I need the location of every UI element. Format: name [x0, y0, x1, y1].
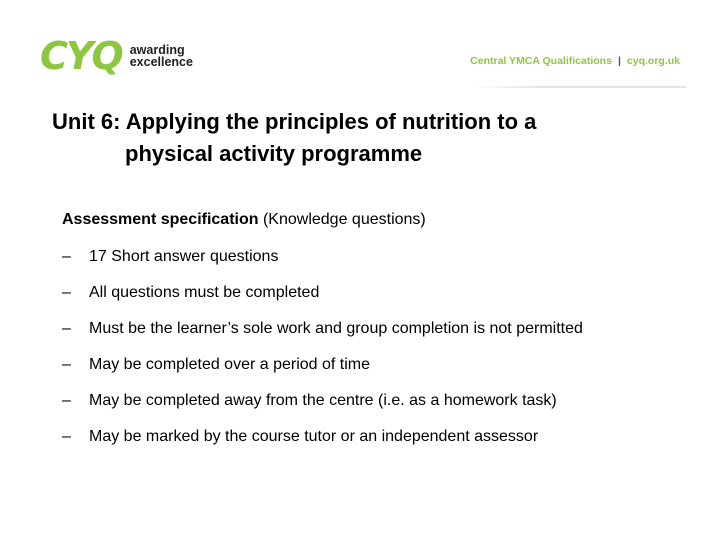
header [0, 0, 720, 92]
list-item [62, 318, 702, 354]
spec-bold-label: Assessment specification [62, 211, 259, 228]
page-title [52, 106, 652, 170]
spec-detail: (Knowledge questions) [258, 211, 426, 228]
org-url: cyq.org.uk [626, 55, 680, 67]
requirements-list [62, 246, 702, 462]
org-separator: | [617, 55, 621, 67]
dash-bullet: – [62, 248, 71, 265]
logo-tagline-line2: excellence [129, 55, 193, 69]
list-item-text: May be completed over a period of time [89, 356, 371, 373]
organisation-label [470, 55, 680, 67]
dash-bullet: – [62, 356, 71, 373]
logo-mark: CYQ [40, 34, 122, 78]
dash-bullet: – [62, 320, 71, 337]
assessment-spec-heading [62, 209, 426, 231]
list-item-text: May be marked by the course tutor or an independent assessor [89, 428, 539, 445]
cyq-logo [40, 36, 193, 76]
dash-bullet: – [62, 392, 71, 409]
dash-bullet: – [62, 284, 71, 301]
list-item-text: All questions must be completed [89, 284, 320, 301]
title-line2: physical activity programme [125, 141, 423, 166]
list-item-text: 17 Short answer questions [89, 248, 279, 265]
list-item-text: Must be the learner’s sole work and group completion is not permitted [89, 320, 583, 337]
org-name: Central YMCA Qualifications [470, 55, 612, 67]
list-item [62, 246, 702, 282]
dash-bullet: – [62, 428, 71, 445]
list-item [62, 354, 702, 390]
list-item [62, 426, 702, 462]
logo-tagline [130, 44, 193, 68]
list-item [62, 390, 702, 426]
title-line1: Unit 6: Applying the principles of nutrition to a [52, 109, 537, 134]
logo-tagline-line1: awarding [129, 43, 185, 57]
list-item [62, 282, 702, 318]
list-item-text: May be completed away from the centre (i.e. as a homework task) [89, 392, 557, 409]
header-divider [470, 86, 686, 88]
